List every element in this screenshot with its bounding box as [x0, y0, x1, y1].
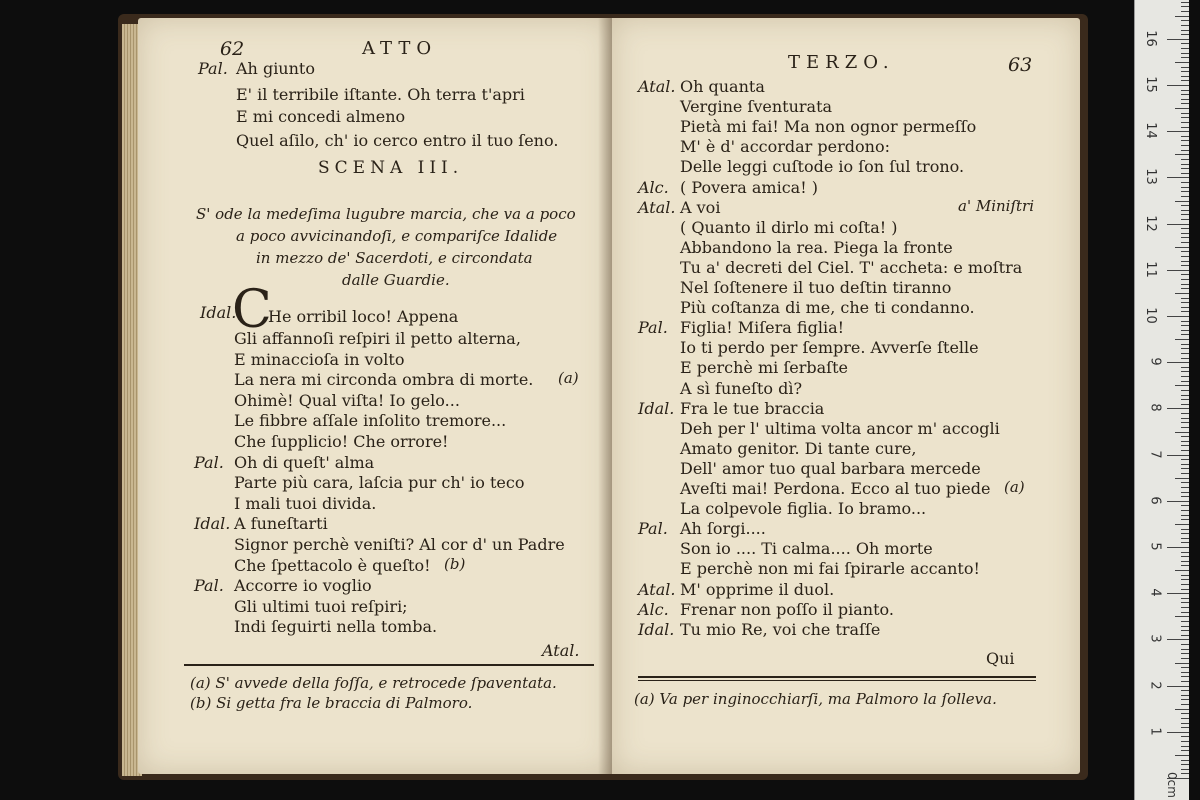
ruler-number: 5 [1147, 542, 1163, 551]
ruler-tick [1181, 274, 1189, 275]
ruler-tick [1181, 529, 1189, 530]
ruler-tick [1181, 311, 1189, 312]
drop-cap: C [232, 280, 272, 340]
verse-line: E perchè mi ſerbaſte [680, 358, 848, 377]
ruler-tick [1181, 284, 1189, 285]
verse-line: M' è d' accordar perdono: [680, 137, 890, 156]
ruler-tick [1167, 362, 1189, 363]
ruler-tick [1181, 427, 1189, 428]
ruler-tick [1181, 136, 1189, 137]
ruler-tick [1181, 496, 1189, 497]
ruler-tick [1181, 630, 1189, 631]
ruler-tick [1167, 85, 1189, 86]
verse-line: Indi ſeguirti nella tomba. [234, 617, 438, 636]
ruler-tick [1181, 99, 1189, 100]
verse-line: Gli ultimi tuoi reſpiri; [234, 597, 408, 616]
ruler-tick [1175, 293, 1189, 294]
ruler-tick [1181, 459, 1189, 460]
verse-line: Vergine ſventurata [680, 97, 833, 116]
verse-line: Nel ſoſtenere il tuo deſtin tiranno [680, 278, 952, 297]
speaker-label: Pal. [194, 453, 224, 472]
ruler-tick [1181, 598, 1189, 599]
verse-line: Le fibbre aſſale inſolito tremore... [234, 411, 507, 430]
footnote-rule-thin [638, 680, 1036, 681]
ruler-tick [1181, 358, 1189, 359]
ruler-tick [1181, 436, 1189, 437]
ruler-tick [1181, 302, 1189, 303]
ruler-tick [1181, 713, 1189, 714]
ruler-tick [1181, 145, 1189, 146]
ruler-tick [1181, 67, 1189, 68]
ruler-tick [1181, 164, 1189, 165]
ruler-tick [1181, 127, 1189, 128]
footnote-rule [638, 676, 1036, 678]
verse-line: La colpevole figlia. Io bramo... [680, 499, 927, 518]
ruler-tick [1181, 150, 1189, 151]
ruler-tick [1181, 182, 1189, 183]
ruler-tick [1181, 168, 1189, 169]
ruler-tick [1175, 709, 1189, 710]
verse-line: ( Quanto il dirlo mi coſta! ) [680, 218, 898, 237]
ruler-tick [1175, 247, 1189, 248]
ruler-number: 13 [1143, 168, 1159, 186]
ruler-tick [1181, 626, 1189, 627]
ruler-tick [1175, 524, 1189, 525]
ruler-tick [1181, 492, 1189, 493]
ruler-tick [1181, 533, 1189, 534]
verse-line: M' opprime il duol. [680, 580, 835, 599]
ruler-tick [1181, 80, 1189, 81]
measuring-ruler [1134, 0, 1189, 800]
ruler-tick [1181, 399, 1189, 400]
footnote: (a) Va per inginocchiarſi, ma Palmoro la ſolleva. [634, 690, 997, 708]
ruler-tick [1175, 62, 1189, 63]
speaker-label: Idal. [194, 514, 231, 533]
ruler-tick [1181, 140, 1189, 141]
ruler-tick [1181, 90, 1189, 91]
ruler-tick [1181, 76, 1189, 77]
ruler-tick [1167, 316, 1189, 317]
ruler-tick [1181, 237, 1189, 238]
verse-line: E' il terribile iſtante. Oh terra t'apri [236, 85, 525, 104]
ruler-tick [1181, 390, 1189, 391]
ruler-tick [1175, 755, 1189, 756]
footnote-rule [184, 664, 594, 666]
verse-line: Delle leggi cuſtode io ſon ſul trono. [680, 157, 965, 176]
ruler-tick [1181, 635, 1189, 636]
ruler-tick [1181, 210, 1189, 211]
ruler-tick [1181, 667, 1189, 668]
catchword: Qui [986, 649, 1015, 668]
verse-line: Ah giunto [236, 59, 315, 78]
left-page [138, 18, 612, 774]
ruler-tick [1181, 473, 1189, 474]
ruler-tick [1181, 556, 1189, 557]
ruler-tick [1181, 187, 1189, 188]
ruler-tick [1175, 154, 1189, 155]
verse-line: Fra le tue braccia [680, 399, 825, 418]
ruler-tick [1181, 653, 1189, 654]
right-page [612, 18, 1080, 774]
ruler-tick [1181, 418, 1189, 419]
verse-line: Oh quanta [680, 77, 765, 96]
page-number: 62 [220, 38, 245, 60]
verse-line: Frenar non poſſo il pianto. [680, 600, 894, 619]
verse-line: I mali tuoi divida. [234, 494, 377, 513]
ruler-tick [1181, 196, 1189, 197]
verse-line: Gli affannoſi reſpiri il petto alterna, [234, 329, 521, 348]
ruler-tick [1181, 589, 1189, 590]
ruler-tick [1181, 191, 1189, 192]
ruler-tick [1167, 593, 1189, 594]
speaker-label: Pal. [638, 318, 668, 337]
ruler-tick [1181, 307, 1189, 308]
verse-line: E minaccioſa in volto [234, 350, 405, 369]
ruler-tick [1181, 242, 1189, 243]
page-number: 63 [1008, 54, 1033, 76]
ruler-tick [1181, 760, 1189, 761]
ruler-tick [1181, 6, 1189, 7]
verse-line: ( Povera amica! ) [680, 178, 818, 197]
ruler-tick [1175, 339, 1189, 340]
ruler-tick [1181, 644, 1189, 645]
ruler-tick [1181, 538, 1189, 539]
ruler-tick [1181, 71, 1189, 72]
ruler-tick [1167, 39, 1189, 40]
ruler-tick [1181, 750, 1189, 751]
ruler-tick [1181, 330, 1189, 331]
stage-aside: a' Miniſtri [958, 197, 1034, 215]
stage-direction-line: dalle Guardie. [342, 271, 450, 289]
speaker-label: Alc. [638, 600, 669, 619]
ruler-tick [1181, 676, 1189, 677]
ruler-tick [1181, 288, 1189, 289]
ruler-tick [1181, 741, 1189, 742]
ruler-tick [1181, 214, 1189, 215]
ruler-tick [1175, 16, 1189, 17]
ruler-tick [1181, 43, 1189, 44]
footnote: (a) S' avvede della foſſa, e retrocede ſpaventata. [190, 674, 557, 692]
ruler-tick [1181, 621, 1189, 622]
ruler-tick [1181, 20, 1189, 21]
ruler-tick [1181, 48, 1189, 49]
ruler-tick [1181, 441, 1189, 442]
verse-line: Dell' amor tuo qual barbara mercede [680, 459, 981, 478]
speaker-label: Idal. [638, 620, 675, 639]
ruler-tick [1167, 455, 1189, 456]
scene-title: SCENA III. [318, 158, 464, 178]
ruler-tick [1175, 478, 1189, 479]
speaker-label: Idal. [200, 303, 237, 322]
ruler-number: 14 [1143, 122, 1159, 139]
ruler-tick [1181, 422, 1189, 423]
ruler-tick [1167, 639, 1189, 640]
running-head: ATTO [362, 38, 438, 59]
ruler-tick [1181, 376, 1189, 377]
verse-line: Più coſtanza di me, che ti condanno. [680, 298, 975, 317]
stage-direction-line: in mezzo de' Sacerdoti, e circondata [256, 249, 533, 267]
verse-line: Deh per l' ultima volta ancor m' accogli [680, 419, 1000, 438]
speaker-label: Pal. [194, 576, 224, 595]
verse-line: Signor perchè veniſti? Al cor d' un Padre [234, 535, 565, 554]
ruler-number: 15 [1143, 76, 1159, 93]
ruler-tick [1181, 764, 1189, 765]
ruler-tick [1181, 173, 1189, 174]
ruler-tick [1181, 565, 1189, 566]
speaker-label: Idal. [638, 399, 675, 418]
ruler-tick [1175, 616, 1189, 617]
ruler-tick [1181, 205, 1189, 206]
ruler-tick [1181, 672, 1189, 673]
verse-line: Accorre io voglio [234, 576, 372, 595]
ruler-tick [1181, 649, 1189, 650]
verse-line: E mi concedi almeno [236, 107, 406, 126]
ruler-tick [1181, 265, 1189, 266]
ruler-tick [1181, 445, 1189, 446]
speaker-label: Pal. [198, 59, 228, 78]
ruler-tick [1181, 468, 1189, 469]
ruler-number: 10 [1143, 307, 1159, 324]
ruler-tick [1175, 663, 1189, 664]
ruler-tick [1181, 510, 1189, 511]
ruler-number: 3 [1147, 634, 1163, 644]
ruler-tick [1181, 381, 1189, 382]
speaker-label: Atal. [638, 580, 676, 599]
ruler-tick [1181, 103, 1189, 104]
ruler-tick [1181, 404, 1189, 405]
ruler-tick [1181, 482, 1189, 483]
ruler-number: 2 [1147, 680, 1163, 690]
running-head: TERZO. [788, 52, 895, 73]
ruler-tick [1181, 681, 1189, 682]
ruler-tick [1181, 464, 1189, 465]
ruler-tick [1181, 279, 1189, 280]
verse-line: La nera mi circonda ombra di morte. [234, 370, 534, 389]
ruler-tick [1181, 704, 1189, 705]
ruler-tick [1181, 53, 1189, 54]
ruler-tick [1181, 298, 1189, 299]
ruler-tick [1175, 108, 1189, 109]
verse-line: Che ſupplicio! Che orrore! [234, 432, 449, 451]
speaker-label: Alc. [638, 178, 669, 197]
verse-line: Che ſpettacolo è queſto! [234, 556, 431, 575]
verse-line: Son io .... Ti calma.... Oh morte [680, 539, 933, 558]
speaker-label: Atal. [638, 77, 676, 96]
ruler-number: 11 [1143, 261, 1159, 278]
ruler-tick [1181, 612, 1189, 613]
verse-line: Pietà mi fai! Ma non ognor permeſſo [680, 117, 977, 136]
ruler-tick [1181, 57, 1189, 58]
ruler-tick [1181, 602, 1189, 603]
ruler-tick [1181, 348, 1189, 349]
ruler-tick [1181, 695, 1189, 696]
verse-line: Ah ſorgi.... [680, 519, 766, 538]
ruler-tick [1181, 575, 1189, 576]
ruler-tick [1181, 321, 1189, 322]
ruler-tick [1181, 256, 1189, 257]
ruler-tick [1167, 177, 1189, 178]
ruler-tick [1181, 113, 1189, 114]
stage-aside: (a) [1004, 478, 1025, 496]
verse-line: E perchè non mi fai ſpirarle accanto! [680, 559, 980, 578]
stage-direction-line: a poco avvicinandoſi, e compariſce Idalide [236, 227, 558, 245]
ruler-tick [1167, 501, 1189, 502]
ruler-tick [1167, 408, 1189, 409]
ruler-tick [1181, 219, 1189, 220]
verse-line: Tu mio Re, voi che traſſe [680, 620, 881, 639]
ruler-tick [1181, 552, 1189, 553]
ruler-tick [1181, 233, 1189, 234]
speaker-label: Atal. [638, 198, 676, 217]
ruler-tick [1181, 773, 1189, 774]
ruler-tick [1181, 367, 1189, 368]
verse-line: He orribil loco! Appena [268, 307, 459, 326]
verse-line: Tu a' decreti del Ciel. T' accheta: e moſtra [680, 258, 1023, 277]
catchword: Atal. [542, 641, 580, 660]
ruler-tick [1181, 251, 1189, 252]
ruler-tick [1181, 584, 1189, 585]
ruler-tick [1167, 732, 1189, 733]
ruler-tick [1181, 122, 1189, 123]
ruler-tick [1181, 727, 1189, 728]
verse-line: Amato genitor. Di tante cure, [680, 439, 917, 458]
ruler-tick [1181, 515, 1189, 516]
footnote: (b) Si getta fra le braccia di Palmoro. [190, 694, 473, 712]
ruler-number: 8 [1147, 403, 1163, 413]
note-reference: (b) [444, 555, 466, 573]
ruler-tick [1175, 432, 1189, 433]
ruler-tick [1181, 395, 1189, 396]
verse-line: A funeſtarti [234, 514, 328, 533]
note-reference: (a) [558, 369, 579, 387]
ruler-tick [1181, 11, 1189, 12]
ruler-tick [1175, 385, 1189, 386]
ruler-tick [1181, 505, 1189, 506]
ruler-number: 6 [1147, 496, 1163, 505]
ruler-tick [1181, 579, 1189, 580]
ruler-tick [1181, 228, 1189, 229]
ruler-tick [1181, 699, 1189, 700]
ruler-tick [1181, 487, 1189, 488]
verse-line: Parte più cara, laſcia pur ch' io teco [234, 473, 525, 492]
verse-line: Aveſti mai! Perdona. Ecco al tuo piede [680, 479, 991, 498]
stage-direction-line: S' ode la medeſima lugubre marcia, che va a poco [196, 205, 576, 223]
verse-line: Abbandono la rea. Piega la fronte [680, 238, 953, 257]
ruler-tick [1167, 131, 1189, 132]
ruler-number: 9 [1147, 357, 1163, 366]
ruler-tick [1181, 561, 1189, 562]
ruler-tick [1181, 94, 1189, 95]
ruler-tick [1181, 658, 1189, 659]
ruler-tick [1181, 30, 1189, 31]
ruler-tick [1181, 450, 1189, 451]
ruler-tick [1181, 542, 1189, 543]
verse-line: A sì funeſto dì? [680, 379, 803, 398]
ruler-tick [1181, 25, 1189, 26]
ruler-tick [1181, 690, 1189, 691]
ruler-number: 16 [1143, 30, 1159, 47]
ruler-number: 4 [1147, 588, 1163, 597]
ruler-tick [1175, 570, 1189, 571]
ruler-tick [1181, 2, 1189, 3]
ruler-tick [1181, 353, 1189, 354]
ruler-tick [1167, 547, 1189, 548]
ruler-tick [1181, 34, 1189, 35]
ruler-tick [1181, 607, 1189, 608]
speaker-label: Pal. [638, 519, 668, 538]
ruler-tick [1167, 686, 1189, 687]
verse-line: Quel aſilo, ch' io cerco entro il tuo ſeno. [236, 131, 559, 150]
ruler-tick [1181, 718, 1189, 719]
ruler-tick [1181, 736, 1189, 737]
ruler-tick [1181, 325, 1189, 326]
ruler-tick [1175, 201, 1189, 202]
ruler-number: 1 [1147, 727, 1163, 736]
ruler-tick [1181, 413, 1189, 414]
ruler-number: 12 [1143, 214, 1159, 232]
ruler-tick [1181, 159, 1189, 160]
ruler-tick [1181, 117, 1189, 118]
ruler-tick [1181, 334, 1189, 335]
ruler-tick [1167, 270, 1189, 271]
ruler-tick [1181, 769, 1189, 770]
verse-line: A voi [680, 198, 721, 217]
ruler-tick [1167, 224, 1189, 225]
ruler-tick [1181, 723, 1189, 724]
ruler-unit: 0cm [1165, 772, 1180, 798]
ruler-tick [1181, 261, 1189, 262]
ruler-tick [1181, 519, 1189, 520]
ruler-tick [1181, 371, 1189, 372]
verse-line: Ohimè! Qual viſta! Io gelo... [234, 391, 460, 410]
verse-line: Io ti perdo per ſempre. Avverſe ſtelle [680, 338, 979, 357]
ruler-number: 7 [1147, 449, 1163, 459]
ruler-tick [1181, 344, 1189, 345]
ruler-tick [1181, 746, 1189, 747]
verse-line: Figlia! Miſera figlia! [680, 318, 845, 337]
verse-line: Oh di queſt' alma [234, 453, 375, 472]
